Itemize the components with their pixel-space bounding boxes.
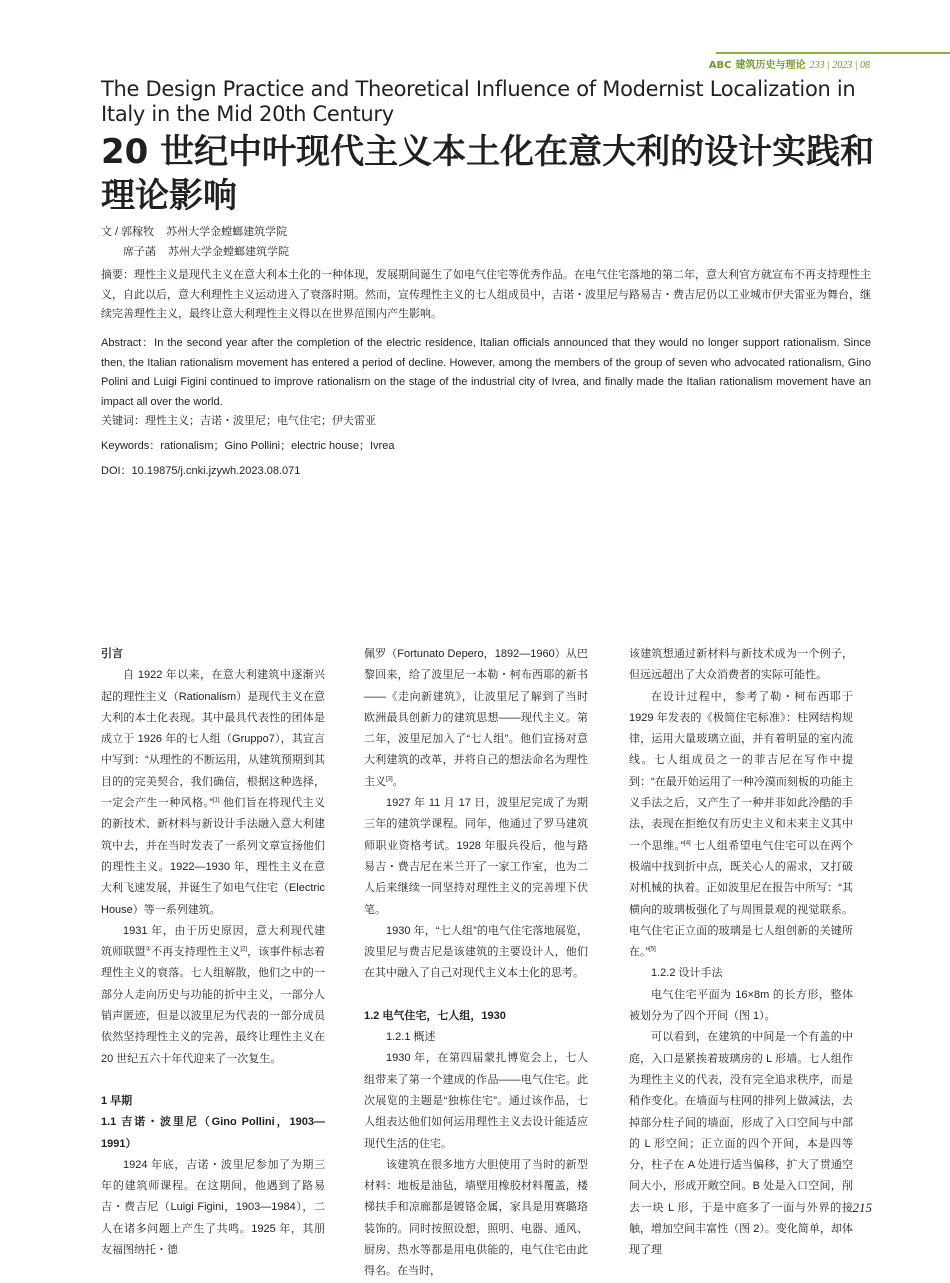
author-2 [101, 242, 289, 262]
journal-header [709, 56, 870, 71]
citation: [1] [212, 797, 220, 804]
heading-introduction: 引言 [101, 648, 123, 660]
issue-number: 233 | 2023 | 08 [809, 60, 870, 71]
paragraph: 1924 年底，吉诺・波里尼参加了为期三年的建筑师课程。在这期间，他遇到了路易吉・费吉尼（Luigi Figini，1903—1984），二人在诸多问题上产生了共鸣。1925 年，其朋友福图纳托・德 [101, 1158, 325, 1257]
paragraph: 电气住宅平面为 16×8m 的长方形，整体被划分为了四个开间（图 1）。 [629, 988, 853, 1023]
authors-block [101, 222, 289, 262]
body-column-1 [101, 644, 325, 1261]
paragraph: 佩罗（Fortunato Depero，1892—1960）从巴黎回来，给了波里尼一本勒・柯布西耶的新书——《走向新建筑》，让波里尼了解到了当时欧洲最具创新力的建筑思想——现代主义。第二年，波里尼加入了“七人组”。他们宣扬对意大利建筑的改革，并将自己的想法命名为理性主义[3]。 [364, 648, 588, 788]
doi: DOI：10.19875/j.cnki.jzywh.2023.08.071 [101, 465, 301, 477]
body-column-3 [629, 644, 853, 1262]
heading-section-1-2: 1.2 电气住宅，七人组，1930 [364, 1009, 506, 1022]
paragraph: 1930 年，在第四届蒙扎博览会上，七人组带来了第一个建成的作品——电气住宅。此次展览的主题是“独栋住宅”。通过该作品，七人组表达他们如何运用理性主义去设计能适应现代生活的住宅。 [364, 1052, 588, 1150]
keywords-chinese: 关键词：理性主义；吉诺・波里尼；电气住宅；伊夫雷亚 [101, 415, 376, 427]
author-2-affiliation: 苏州大学金螳螂建筑学院 [168, 246, 289, 258]
footnote-mark: ① [145, 946, 152, 953]
title-english: The Design Practice and Theoretical Influence of Modernist Localization in Italy in the Mid 20th Century [101, 77, 856, 126]
abstract-english: Abstract：In the second year after the completion of the electric residence, Italian officials announced that they would no longer support rationalism. Since then, the Italian rationalism movement has entered a period of decline. However, among the members of the group of seven who advocated rationalism, Gino Polini and Luigi Figini continued to improve rationalism on the stage of the industrial city of Ivrea, and finally made the Italian rationalism movement have an impact all over the world. [101, 337, 871, 408]
paragraph: 自 1922 年以来，在意大利建筑中逐渐兴起的理性主义（Rationalism）是现代主义在意大利的本土化表现。其中最具代表性的团体是成立于 1926 年的七人组（Gruppo7），其宣言中写到：“从理性的不断运用，从建筑预期到其目的的完美契合，我们确信，根据这种选择，一定会产生一种风格。”[1] 他们旨在将现代主义的新技术、新材料与新设计手法融入意大利建筑中去，并在当时发表了一系列文章宣扬他们的理性主义。1922—1930 年，理性主义在意大利飞速发展，并诞生了如电气住宅（Electric House）等一系列建筑。 [101, 669, 325, 916]
paragraph: 该建筑在很多地方大胆使用了当时的新型材料：地板是油毡，墙壁用橡胶材料覆盖，楼梯扶手和凉廊都是镀铬金属，家具是用赛璐珞装饰的。同时按照设想，照明、电器、通风、厨房、热水等都是用电供能的，电气住宅由此得名。在当时， [364, 1158, 588, 1278]
author-1: 文 / 郭稼牧 苏州大学金螳螂建筑学院 [101, 226, 288, 238]
paragraph: 1927 年 11 月 17 日，波里尼完成了为期三年的建筑学课程。同年，他通过了罗马建筑师职业资格考试。1928 年服兵役后，他与路易吉・费吉尼在米兰开了一家工作室，也为二人后来继续一同坚持对理性主义的完善埋下伏笔。 [364, 797, 588, 916]
paragraph: 1931 年，由于历史原因，意大利现代建筑师联盟①不再支持理性主义[2]，该事件标志着理性主义的衰落。七人组解散，他们之中的一部分人走向历史与功能的折中主义，一部分人销声匿迹，但是以波里尼为代表的一部分成员依然坚持理性主义的完善，最终让理性主义在 20 世纪五六十年代迎来了一次复生。 [101, 924, 326, 1065]
author-1-affiliation: 苏州大学金螳螂建筑学院 [166, 226, 288, 238]
paragraph: 该建筑想通过新材料与新技术成为一个例子，但远远超出了大众消费者的实际可能性。 [629, 648, 853, 682]
author-2-name: 席子菡 [123, 246, 156, 258]
body-column-2 [364, 644, 588, 1283]
title-chinese: 20 世纪中叶现代主义本土化在意大利的设计实践和理论影响 [101, 132, 875, 216]
paragraph: 在设计过程中，参考了勒・柯布西耶于 1929 年发表的《极简住宅标准》：柱网结构规律，运用大量玻璃立面，并有着明显的室内流线。七人组成员之一的菲吉尼在写作中提到：“在最开始运用了一种冷漠而刻板的功能主义手法之后，又产生了一种并非如此冷酷的手法，表现在拒绝仅有历史主义和未来主义其中一个思维。”[4] 七人组希望电气住宅可以在两个极端中找到折中点，既关心人的需求，又打破对机械的执着。正如波里尼在报告中所写：“其横向的玻璃板强化了与周围景观的视觉联系。电气住宅正立面的玻璃是七人组创新的关键所在。”[5] [629, 690, 853, 959]
citation: [3] [386, 776, 393, 783]
heading-section-1-1: 1.1 吉诺・波里尼（Gino Pollini，1903—1991） [101, 1116, 325, 1150]
paragraph: 可以看到，在建筑的中间是一个有盖的中庭，入口是紧挨着玻璃房的 L 形墙。七人组作为理性主义的代表，没有完全追求秩序，而是稍作变化。在墙面与柱网的排列上做减法，去掉部分柱子间的墙面，形成了入口空间与中部的 L 形空间；正立面的四个开间，本是四等分，柱子在 A 处进行适当偏移，扩大了贯通空间大小，形成开敞空间。B 处是入口空间，削去一块 L 形，于是中庭多了一面与外界的接触，增加空间丰富性（图 2）。变化简单，却体现了理 [629, 1031, 853, 1257]
heading-section-1: 1 早期 [101, 1094, 133, 1107]
paragraph: 1930 年，“七人组”的电气住宅落地展览，波里尼与费吉尼是该建筑的主要设计人，他们在其中融入了自己对现代主义本土化的思考。 [364, 924, 588, 980]
citation: [2] [240, 946, 247, 953]
citation: [4] [684, 840, 691, 847]
abstract-chinese: 摘要：理性主义是现代主义在意大利本土化的一种体现，发展期间诞生了如电气住宅等优秀作品。在电气住宅落地的第二年，意大利官方就宣布不再支持理性主义，自此以后，意大利理性主义运动进入了衰落时期。然而，宣传理性主义的七人组成员中，吉诺・波里尼与路易吉・费吉尼仍以工业城市伊夫雷亚为舞台，继续完善理性主义，最终让意大利理性主义得以在世界范围内产生影响。 [101, 269, 871, 320]
citation: [5] [649, 946, 656, 953]
subheading-1-2-1: 1.2.1 概述 [386, 1031, 436, 1044]
keywords-english: Keywords：rationalism；Gino Pollini；electric house；Ivrea [101, 440, 395, 452]
author-1-name: 郭稼牧 [121, 226, 155, 238]
page-number: 215 [852, 1200, 872, 1215]
subheading-1-2-2: 1.2.2 设计手法 [651, 967, 723, 980]
column-name: 建筑历史与理论 [735, 60, 806, 71]
journal-logo: ABC [708, 60, 732, 71]
header-accent-rule [716, 52, 950, 54]
